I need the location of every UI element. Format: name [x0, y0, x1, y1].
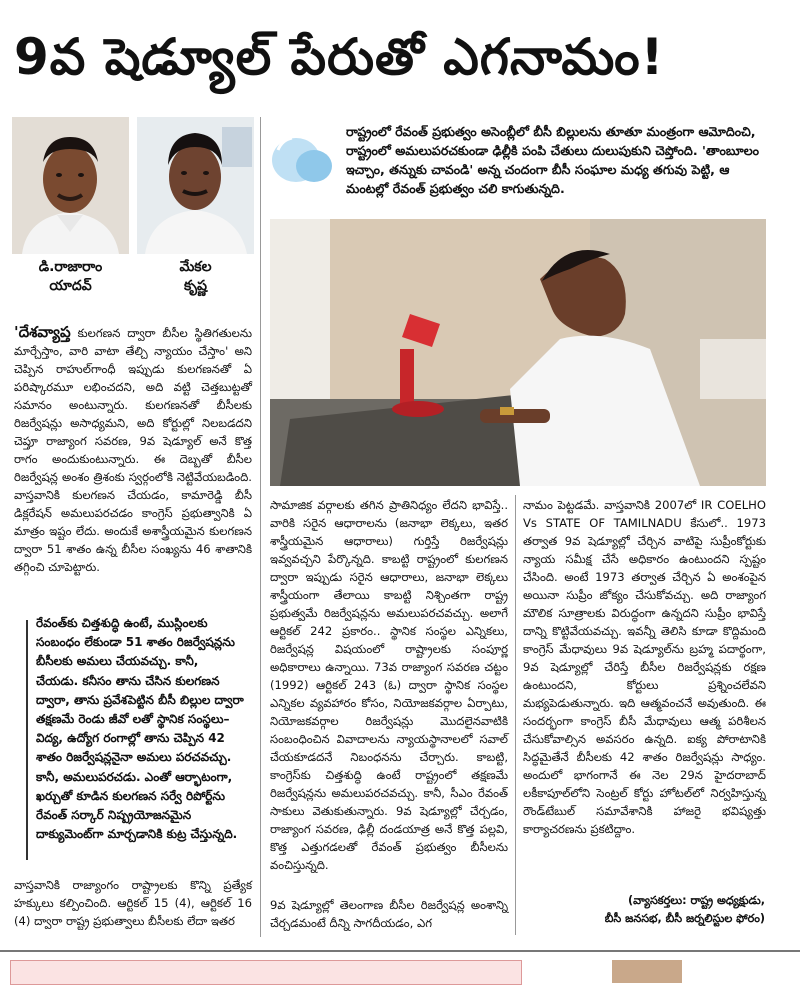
speech-bubbles-icon: [268, 130, 340, 190]
next-article-photo: [612, 960, 682, 983]
paragraph-text: నామం పెట్టడమే. వాస్తవానికి 2007లో IR COELHO Vs STATE OF TAMILNADU కేసులో.. 1973 తర్వాత 9వ షెడ్యూల్లో చేర్చిన వాటిపై సుప్రీంకోర్టుకు న్యాయ సమీక్ష చేసే అధికారం ఉంటుందని స్పష్టం చేసింది. అంటే 1973 తర్వాత చేర్చిన ఏ అంశంపైన అయినా సుప్రీం జోక్యం చేసుకోవచ్చు. అది రాజ్యాంగ మౌలిక సూత్రాలకు విరుద్ధంగా ఉన్నదని సుప్రీం భావిస్తే దాన్ని కొట్టివేయవచ్చు. ఇవన్నీ తెలిసి కూడా కొద్దిమంది కాంగ్రెస్ మేధావులు 9వ షెడ్యూల్‌ను బ్రహ్మ పదార్థంగా, 9వ షెడ్యూల్లో చేరిస్తే బీసీల రిజర్వేషన్లకు రక్షణ ఉంటుందని, కోర్టులు ప్రశ్నించలేవని మభ్యపెడుతున్నారు. ఇది ఆత్మవంచనే అవుతుంది. ఈ సందర్భంగా కాంగ్రెస్ బీసీ మేధావులు ఆత్మ పరిశీలన చేసుకోవాల్సిన అవసరం ఉన్నది. ఐక్య పోరాటానికి సిద్ధమైతేనే బీసీలకు 42 శాతం రిజర్వేషన్లు సాధ్యం. అందులో భాగంగానే ఈ నెల 29న హైదరాబాద్ లకీకాపూల్‌లోని సెంట్రల్ కోర్టు హోటల్‌లో నిర్వహిస్తున్న రౌండ్‌టేబుల్ సమావేశానికి హాజరై భవిష్యత్తు కార్యాచరణను ప్రకటిద్దాం.: [523, 498, 766, 836]
byline-line: బీసీ జనసభ, బీసీ జర్నలిస్టుల ఫోరం): [604, 912, 765, 925]
bottom-divider: [0, 950, 800, 952]
column-1-paragraph-2: [14, 876, 252, 930]
intro-paragraph: రాష్ట్రంలో రేవంత్ ప్రభుత్వం అసెంబ్లీలో బీసీ బిల్లులను తూతూ మంత్రంగా ఆమోదించి, రాష్ట్రంలో అమలుపరచకుండా ఢిల్లీకి పంపి చేతులు దులుపుకుని చెప్తోంది. 'తాంబూలం ఇచ్చాం, తన్నుకు చావండి' అన్న చందంగా బీసీ సంఘాల మధ్య తగువు పెట్టి, ఆ మంటల్లో రేవంత్ ప్రభుత్వం చలి కాగుతున్నది.: [346, 124, 760, 196]
column-2-paragraph-2: [270, 896, 508, 932]
pull-quote: రేవంత్‌కు చిత్తశుద్ధి ఉంటే, ముస్లింలకు సంబంధం లేకుండా 51 శాతం రిజర్వేషన్లను బీసీలకు అమలు చేయవచ్చు. కానీ, చేయడు. కనీసం తాను చేసిన కులగణన ద్వారా, తాను ప్రవేశపెట్టిన బీసీ బిల్లుల ద్వారా తక్షణమే రెండు జీవో లతో స్థానిక సంస్థలు–విద్య, ఉద్యోగ రంగాల్లో తాను చెప్పిన 42 శాతం రిజర్వేషన్లనైనా అమలు పరచవచ్చు. కానీ, అమలుపరచడు. ఎంతో ఆర్భాటంగా, ఖర్చుతో కూడిన కులగణన సర్వే రిపోర్ట్‌ను రేవంత్ సర్కార్ నిష్ప్రయోజనమైన దాక్యుమెంట్‌గా మార్చడానికి కుట్ర చేస్తున్నది.: [36, 616, 244, 842]
column-3-paragraph-1: [523, 496, 766, 838]
photo-mekala-krishna: [137, 117, 254, 254]
author-byline: [560, 892, 765, 928]
paragraph-text: వాస్తవానికి రాజ్యాంగం రాష్ట్రాలకు కొన్ని ప్రత్యేక హక్కులు కల్పించింది. ఆర్టికల్ 15 (4), ఆర్టికల్ 16 (4) ద్వారా రాష్ట్ర ప్రభుత్వాలు బీసీలకు లేదా ఇతర: [14, 878, 252, 928]
byline-line: (వ్యాసకర్తలు: రాష్ట్ర అధ్యక్షుడు,: [627, 894, 765, 907]
column-divider: [260, 117, 261, 937]
paragraph-text: సామాజిక వర్గాలకు తగిన ప్రాతినిధ్యం లేదని భావిస్తే.. వారికి సరైన ఆధారాలను (జనాభా లెక్కలు, ఇతర శాస్త్రీయమైన ఆధారాలు) గుర్తిస్తే రిజర్వేషన్లు ఇవ్వవచ్చని పేర్కొన్నది. కాబట్టి రాష్ట్రంలో కులగణన ద్వారా ఇప్పుడు సరైన ఆధారాలు, జనాభా లెక్కలు శాస్త్రీయంగా తేలాయి కాబట్టి నిశ్చింతగా రాష్ట్ర ప్రభుత్వమే రిజర్వేషన్లను అమలుపరచవచ్చు. అలాగే ఆర్టికల్ 242 ప్రకారం.. స్థానిక సంస్థల ఎన్నికలు, రిజర్వేషన్ల విషయంలో రాష్ట్రాలకు సంపూర్ణ అధికారాలు ఉన్నాయి. 73వ రాజ్యాంగ సవరణ చట్టం (1992) ఆర్టికల్ 243 (ఓ) ద్వారా స్థానిక సంస్థల ఎన్నికల వ్యవహారం కోసం, నియోజకవర్గాల ఏర్పాటు, నియోజకవర్గాల రిజర్వేషన్లు మొదలైనవాటికి సంబంధించిన వివాదాలను న్యాయస్థానాలలో సవాల్ చేయకూడదనే నిబంధనను చేర్చారు. కాబట్టి, కాంగ్రెస్‌కు చిత్తశుద్ధి ఉంటే రాష్ట్రంలో తక్షణమే రిజర్వేషన్లను అమలుపరచవచ్చు. కానీ, సీఎం రేవంత్ సాకులు వెతుకుతున్నారు. 9వ షెడ్యూల్లో చేర్చడం, రాజ్యాంగ సవరణ, ఢిల్లీ దండయాత్ర అనే కొత్త పల్లవి, కొత్త ఎత్తుగడలతో రేవంత్ ప్రభుత్వం బీసీలను వంచిస్తున్నది.: [270, 498, 508, 872]
quote-bar: [26, 620, 28, 860]
photo-rajaram: [12, 117, 129, 254]
caption-line: మేకల: [179, 259, 212, 275]
paragraph-text: 9వ షెడ్యూల్లో తెలంగాణ బీసీల రిజర్వేషన్ల అంశాన్ని చేర్చడమంటే దీన్ని సాగదీయడం, ఎగ: [270, 898, 508, 930]
paragraph-text: కులగణన ద్వారా బీసీల స్థితిగతులను మార్చేస్తాం, వారి వాటా తేల్చి న్యాయం చేస్తాం' అని చెప్పిన రాహుల్‌గాంధీ ఇప్పుడు కులగణనతో ఏ పరిష్కారమూ లభించదని, అది వట్టి చెత్తబుట్టతో సమానం అంటున్నారు. కులగణనతో బీసీలకు రిజర్వేషన్లు అసాధ్యమని, అది కోర్టుల్లో నిలబడదని చెప్తూ రాజ్యాంగ సవరణ, 9వ షెడ్యూల్ అనే కొత్త రాగం అందుకుంటున్నారు. ఈ దెబ్బతో బీసీల రిజర్వేషన్ల అంశం త్రిశంకు స్వర్గంలోకి నెట్టివేయబడింది. వాస్తవానికి కులగణన చేయడం, కామారెడ్డి బీసీ డిక్లరేషన్ అమలుపరచడం కాంగ్రెస్ ప్రభుత్వానికి ఏ మాత్రం ఇష్టం లేదు. అందుకే అశాస్త్రీయమైన కులగణన ద్వారా 51 శాతం ఉన్న బీసీల సంఖ్యను 46 శాతానికి తగ్గించి చూపెట్టారు.: [14, 326, 252, 574]
column-1-paragraph-1: [14, 323, 252, 576]
next-article-banner: [10, 960, 522, 985]
caption-line: డి.రాజారాం: [38, 259, 103, 275]
photo-caption-krishna: [137, 258, 254, 296]
lead-word: 'దేశవ్యాప్త: [14, 323, 71, 341]
headline: 9వ షెడ్యూల్ పేరుతో ఎగనామం!: [14, 28, 665, 86]
column-2-paragraph-1: [270, 496, 508, 874]
caption-line: కృష్ణ: [184, 278, 207, 294]
column-divider: [515, 495, 516, 935]
caption-line: యాదవ్: [49, 278, 92, 294]
main-photo-artisan: [270, 219, 766, 486]
photo-caption-rajaram: [12, 258, 129, 296]
